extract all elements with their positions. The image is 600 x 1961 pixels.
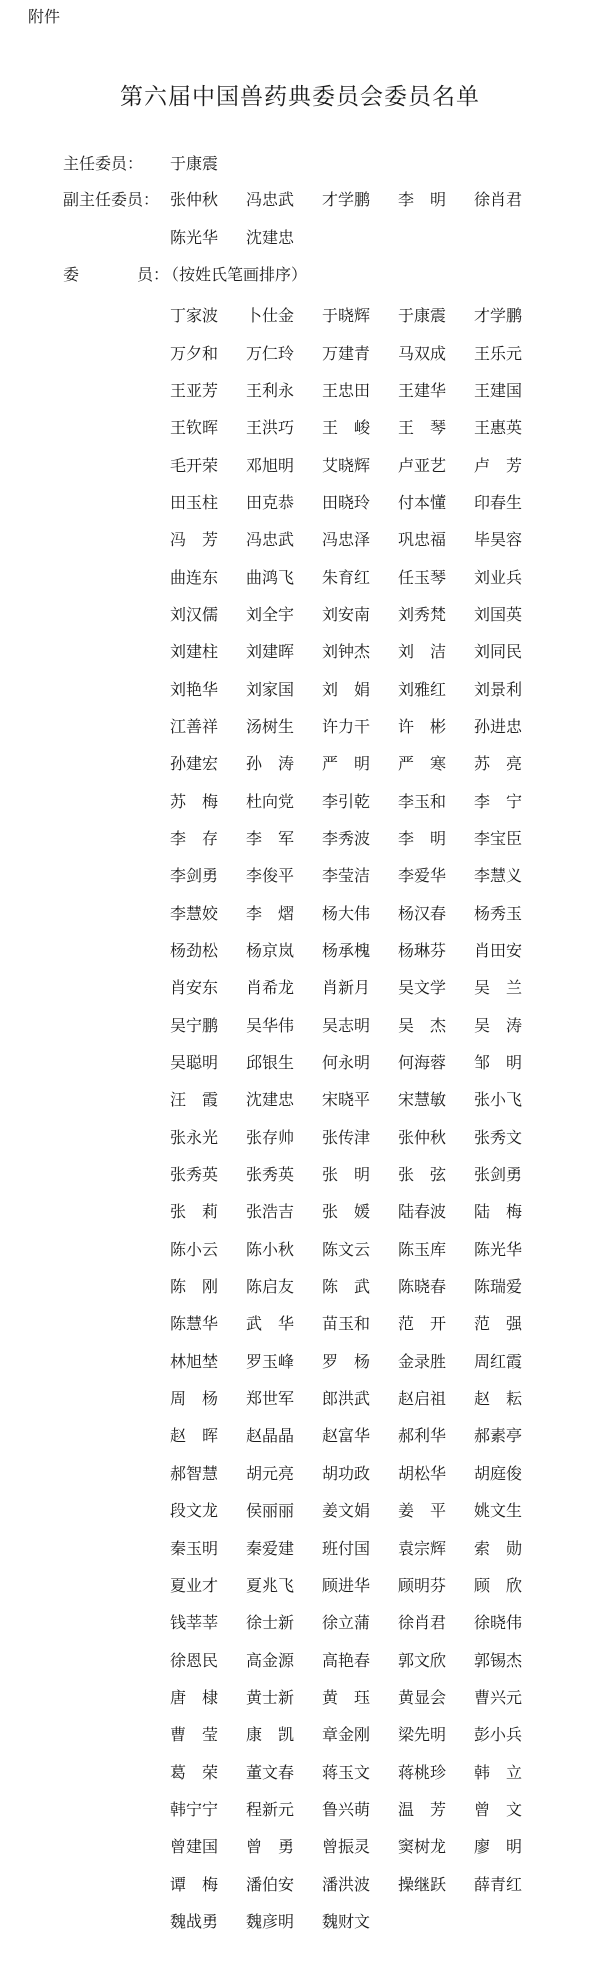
member-name: 赵启祖 [398,1389,447,1409]
member-name: 卢亚艺 [398,455,447,475]
vice-director-name: 冯忠武 [246,190,295,209]
members-row [170,707,570,744]
members-row [170,931,570,968]
member-name: 曹 莹 [170,1725,219,1745]
members-row [170,1304,570,1341]
member-name: 万夕和 [170,343,219,363]
member-name: 王建国 [474,380,523,400]
member-name: 万仁玲 [246,343,295,363]
member-name: 秦爱建 [246,1538,295,1558]
member-name: 唐 棣 [170,1687,219,1707]
member-name: 陈 武 [322,1277,371,1297]
member-name: 郝素亭 [474,1426,523,1446]
members-row [170,1118,570,1155]
member-name: 李 存 [170,828,219,848]
member-name: 操继跃 [398,1874,447,1894]
member-name: 范 强 [474,1314,523,1334]
member-name: 李引乾 [322,791,371,811]
member-name: 夏业才 [170,1575,219,1595]
member-name: 苏 亮 [474,754,523,774]
members-row [170,296,570,333]
members-row [170,1752,570,1789]
member-name: 胡功政 [322,1463,371,1483]
member-name: 吴聪明 [170,1053,219,1073]
member-name: 陈晓春 [398,1277,447,1297]
members-row [170,968,570,1005]
member-name: 杨汉春 [398,903,447,923]
vice-director-name: 才学鹏 [322,190,371,209]
member-name: 冯 芳 [170,530,219,550]
member-name: 万建青 [322,343,371,363]
member-name: 薛青红 [474,1874,523,1894]
member-name: 徐晓伟 [474,1613,523,1633]
member-name: 顾明芬 [398,1575,447,1595]
member-name: 袁宗辉 [398,1538,447,1558]
member-name: 杨京岚 [246,941,295,961]
member-name: 徐肖君 [398,1613,447,1633]
member-name: 王 琴 [398,418,447,438]
member-name: 姜 平 [398,1501,447,1521]
member-name: 张永光 [170,1127,219,1147]
members-row [170,1715,570,1752]
members-row [170,1902,570,1939]
member-name: 姜文娟 [322,1501,371,1521]
member-name: 杨秀玉 [474,903,523,923]
member-name: 艾晓辉 [322,455,371,475]
member-name: 王惠英 [474,418,523,438]
member-name: 肖希龙 [246,978,295,998]
members-row [170,819,570,856]
member-name: 徐立蒲 [322,1613,371,1633]
member-name: 丁家波 [170,306,219,326]
member-name: 顾 欣 [474,1575,523,1595]
member-name: 郑世军 [246,1389,295,1409]
member-name: 沈建忠 [246,1090,295,1110]
member-name: 周红霞 [474,1351,523,1371]
member-name: 孙进忠 [474,716,523,736]
member-name: 刘安南 [322,604,371,624]
member-name: 谭 梅 [170,1874,219,1894]
member-name: 顾进华 [322,1575,371,1595]
member-name: 姚文生 [474,1501,523,1521]
member-name: 许 彬 [398,716,447,736]
member-name: 董文春 [246,1762,295,1782]
members-row [170,1528,570,1565]
member-name: 陈光华 [474,1239,523,1259]
member-name: 王洪巧 [246,418,295,438]
member-name: 张 媛 [322,1202,371,1222]
member-name: 郭锡杰 [474,1650,523,1670]
members-row [170,333,570,370]
member-name: 巩忠福 [398,530,447,550]
member-name: 曾振灵 [322,1837,371,1857]
member-name: 杨琳芬 [398,941,447,961]
member-name: 王利永 [246,380,295,400]
member-name: 陈 刚 [170,1277,219,1297]
members-row [170,1566,570,1603]
members-label-right: 员： [137,265,170,284]
member-name: 严 寒 [398,754,447,774]
members-row [170,781,570,818]
members-row [170,1043,570,1080]
members-row [170,371,570,408]
member-name: 邹 明 [474,1053,523,1073]
member-name: 张传津 [322,1127,371,1147]
member-name: 任玉琴 [398,567,447,587]
member-name: 郭文欣 [398,1650,447,1670]
director-label: 主任委员： [63,154,144,173]
document-title: 第六届中国兽药典委员会委员名单 [120,84,480,110]
members-row [170,1155,570,1192]
member-name: 印春生 [474,492,523,512]
member-name: 陆春波 [398,1202,447,1222]
member-name: 郝利华 [398,1426,447,1446]
member-name: 汪 霞 [170,1090,219,1110]
member-name: 吴宁鹏 [170,1015,219,1035]
member-name: 刘业兵 [474,567,523,587]
member-name: 杜向党 [246,791,295,811]
members-row [170,1342,570,1379]
members-row [170,1603,570,1640]
vice-director-label: 副主任委员： [63,190,160,209]
member-name: 张仲秋 [398,1127,447,1147]
member-name: 王忠田 [322,380,371,400]
members-sort-note: （按姓氏笔画排序） [163,265,308,284]
member-name: 马双成 [398,343,447,363]
member-name: 刘汉儒 [170,604,219,624]
member-name: 曲连东 [170,567,219,587]
member-name: 冯忠泽 [322,530,371,550]
member-name: 魏彦明 [246,1911,295,1931]
member-name: 刘钟杰 [322,642,371,662]
member-name: 李莹洁 [322,866,371,886]
member-name: 卢 芳 [474,455,523,475]
member-name: 刘 洁 [398,642,447,662]
member-name: 周 杨 [170,1389,219,1409]
member-name: 李慧义 [474,866,523,886]
member-name: 田晓玲 [322,492,371,512]
member-name: 孙建宏 [170,754,219,774]
member-name: 徐士新 [246,1613,295,1633]
members-row [170,408,570,445]
member-name: 吴志明 [322,1015,371,1035]
member-name: 李俊平 [246,866,295,886]
member-name: 黄显会 [398,1687,447,1707]
member-name: 刘同民 [474,642,523,662]
member-name: 王亚芳 [170,380,219,400]
member-name: 杨劲松 [170,941,219,961]
member-name: 葛 荣 [170,1762,219,1782]
members-row [170,557,570,594]
member-name: 温 芳 [398,1799,447,1819]
member-name: 韩宁宁 [170,1799,219,1819]
director-name: 于康震 [170,154,219,173]
members-row [170,1080,570,1117]
member-name: 李 宁 [474,791,523,811]
member-name: 陈玉库 [398,1239,447,1259]
member-name: 班付国 [322,1538,371,1558]
member-name: 金录胜 [398,1351,447,1371]
member-name: 毕昊容 [474,530,523,550]
members-row [170,595,570,632]
member-name: 李玉和 [398,791,447,811]
member-name: 侯丽丽 [246,1501,295,1521]
vice-director-name: 徐肖君 [474,190,523,209]
member-name: 蒋玉文 [322,1762,371,1782]
vice-director-name: 陈光华 [170,228,219,247]
member-name: 康 凯 [246,1725,295,1745]
member-name: 许力干 [322,716,371,736]
member-name: 刘家国 [246,679,295,699]
member-name: 毛开荣 [170,455,219,475]
member-name: 张秀英 [246,1165,295,1185]
member-name: 曹兴元 [474,1687,523,1707]
member-name: 陈小秋 [246,1239,295,1259]
member-name: 鲁兴萌 [322,1799,371,1819]
member-name: 王建华 [398,380,447,400]
members-row [170,445,570,482]
members-row [170,1864,570,1901]
member-name: 曾 文 [474,1799,523,1819]
member-name: 张浩吉 [246,1202,295,1222]
member-name: 于康震 [398,306,447,326]
member-name: 肖安东 [170,978,219,998]
member-name: 张剑勇 [474,1165,523,1185]
member-name: 罗 杨 [322,1351,371,1371]
member-name: 王钦晖 [170,418,219,438]
member-name: 胡元亮 [246,1463,295,1483]
member-name: 王乐元 [474,343,523,363]
members-row [170,1267,570,1304]
member-name: 秦玉明 [170,1538,219,1558]
member-name: 宋慧敏 [398,1090,447,1110]
member-name: 张 弦 [398,1165,447,1185]
members-label [63,262,169,285]
member-name: 黄士新 [246,1687,295,1707]
member-name: 陈慧华 [170,1314,219,1334]
member-name: 陈文云 [322,1239,371,1259]
members-row [170,1192,570,1229]
member-name: 钱莘莘 [170,1613,219,1633]
members-row [170,669,570,706]
member-name: 张秀文 [474,1127,523,1147]
member-name: 曾 勇 [246,1837,295,1857]
members-row [170,1678,570,1715]
member-name: 吴华伟 [246,1015,295,1035]
member-name: 黄 珏 [322,1687,371,1707]
member-name: 刘 娟 [322,679,371,699]
members-row [170,744,570,781]
members-row [170,1790,570,1827]
member-name: 魏财文 [322,1911,371,1931]
member-name: 郝智慧 [170,1463,219,1483]
member-name: 王 峻 [322,418,371,438]
member-name: 宋晓平 [322,1090,371,1110]
member-name: 陈小云 [170,1239,219,1259]
member-name: 刘艳华 [170,679,219,699]
member-name: 程新元 [246,1799,295,1819]
members-row [170,1491,570,1528]
member-name: 杨大伟 [322,903,371,923]
member-name: 吴文学 [398,978,447,998]
member-name: 汤树生 [246,716,295,736]
member-name: 陈瑞爱 [474,1277,523,1297]
member-name: 刘雅红 [398,679,447,699]
member-name: 廖 明 [474,1837,523,1857]
member-name: 魏战勇 [170,1911,219,1931]
member-name: 罗玉峰 [246,1351,295,1371]
member-name: 刘景利 [474,679,523,699]
members-row [170,520,570,557]
member-name: 朱育红 [322,567,371,587]
members-label-left: 委 [63,265,80,284]
member-name: 李宝臣 [474,828,523,848]
member-name: 胡庭俊 [474,1463,523,1483]
member-name: 何永明 [322,1053,371,1073]
member-name: 李 熠 [246,903,295,923]
member-name: 范 开 [398,1314,447,1334]
member-name: 吴 兰 [474,978,523,998]
member-name: 武 华 [246,1314,295,1334]
member-name: 李剑勇 [170,866,219,886]
member-name: 付本懂 [398,492,447,512]
member-name: 胡松华 [398,1463,447,1483]
member-name: 何海蓉 [398,1053,447,1073]
members-list [170,296,570,1939]
member-name: 吴 涛 [474,1015,523,1035]
member-name: 赵 晖 [170,1426,219,1446]
member-name: 邱银生 [246,1053,295,1073]
member-name: 索 勋 [474,1538,523,1558]
member-name: 刘国英 [474,604,523,624]
member-name: 彭小兵 [474,1725,523,1745]
members-row [170,1416,570,1453]
members-row [170,1640,570,1677]
member-name: 张秀英 [170,1165,219,1185]
member-name: 高艳春 [322,1650,371,1670]
vice-director-name: 沈建忠 [246,228,295,247]
member-name: 韩 立 [474,1762,523,1782]
member-name: 高金源 [246,1650,295,1670]
members-row [170,894,570,931]
member-name: 田克恭 [246,492,295,512]
member-name: 苗玉和 [322,1314,371,1334]
vice-director-name: 张仲秋 [170,190,219,209]
member-name: 杨承槐 [322,941,371,961]
member-name: 吴 杰 [398,1015,447,1035]
member-name: 窦树龙 [398,1837,447,1857]
members-row [170,632,570,669]
member-name: 刘全宇 [246,604,295,624]
member-name: 蒋桃珍 [398,1762,447,1782]
member-name: 刘秀梵 [398,604,447,624]
members-row [170,1006,570,1043]
members-row [170,1230,570,1267]
member-name: 张 莉 [170,1202,219,1222]
vice-director-row [170,225,322,248]
members-row [170,1454,570,1491]
member-name: 曾建国 [170,1837,219,1857]
member-name: 潘伯安 [246,1874,295,1894]
member-name: 张存帅 [246,1127,295,1147]
member-name: 邓旭明 [246,455,295,475]
member-name: 张小飞 [474,1090,523,1110]
members-row [170,856,570,893]
member-name: 田玉柱 [170,492,219,512]
member-name: 冯忠武 [246,530,295,550]
member-name: 肖新月 [322,978,371,998]
member-name: 李秀波 [322,828,371,848]
member-name: 肖田安 [474,941,523,961]
member-name: 郎洪武 [322,1389,371,1409]
member-name: 夏兆飞 [246,1575,295,1595]
attachment-label: 附件 [28,7,61,26]
member-name: 苏 梅 [170,791,219,811]
member-name: 江善祥 [170,716,219,736]
member-name: 李爱华 [398,866,447,886]
member-name: 赵晶晶 [246,1426,295,1446]
members-row [170,1827,570,1864]
member-name: 李 明 [398,828,447,848]
member-name: 段文龙 [170,1501,219,1521]
member-name: 卜仕金 [246,306,295,326]
member-name: 曲鸿飞 [246,567,295,587]
vice-director-row [170,187,550,210]
member-name: 章金刚 [322,1725,371,1745]
member-name: 陈启友 [246,1277,295,1297]
member-name: 刘建柱 [170,642,219,662]
member-name: 李慧姣 [170,903,219,923]
member-name: 严 明 [322,754,371,774]
member-name: 于晓辉 [322,306,371,326]
member-name: 徐恩民 [170,1650,219,1670]
members-row [170,483,570,520]
member-name: 林旭埜 [170,1351,219,1371]
member-name: 梁先明 [398,1725,447,1745]
member-name: 李 军 [246,828,295,848]
member-name: 张 明 [322,1165,371,1185]
member-name: 潘洪波 [322,1874,371,1894]
member-name: 赵富华 [322,1426,371,1446]
member-name: 孙 涛 [246,754,295,774]
members-row [170,1379,570,1416]
member-name: 陆 梅 [474,1202,523,1222]
member-name: 赵 耘 [474,1389,523,1409]
member-name: 刘建晖 [246,642,295,662]
member-name: 才学鹏 [474,306,523,326]
vice-director-name: 李 明 [398,190,447,209]
